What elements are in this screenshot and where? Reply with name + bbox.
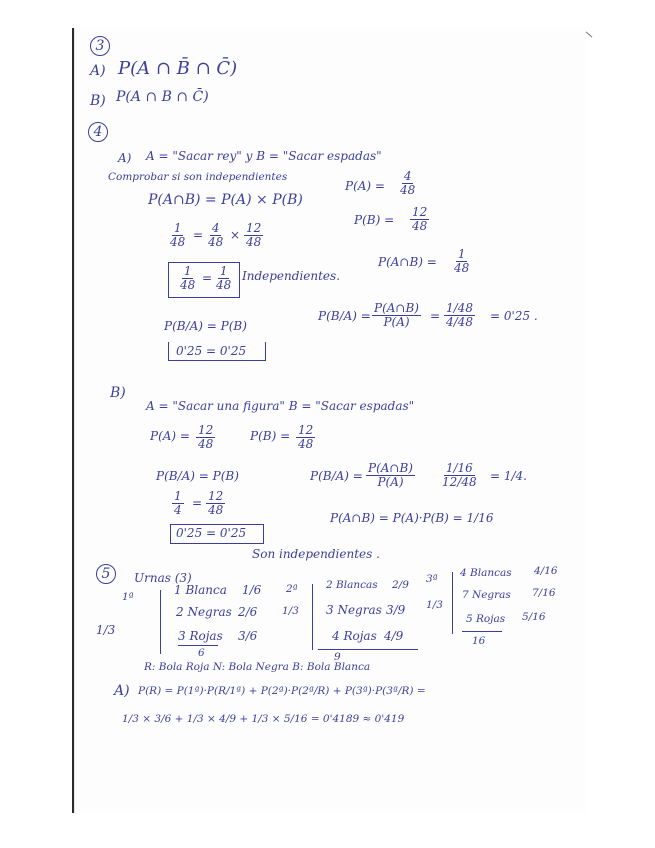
q5-u2-total: 9 xyxy=(334,651,341,663)
q5-u2-item2: 3 Negras xyxy=(326,603,382,617)
q5-u3-item2: 7 Negras xyxy=(462,589,511,601)
q4-a-box-frac1 xyxy=(178,265,197,291)
q4-b-pb-frac xyxy=(296,424,315,450)
corner-mark xyxy=(586,32,593,38)
q3-a-label: A) xyxy=(90,63,106,79)
q4-a-cond-result: = 0'25 . xyxy=(490,309,538,323)
q4-a-calc-frac1 xyxy=(168,222,187,248)
frac-num: 1/48 xyxy=(446,301,473,315)
q4-a-label: A) xyxy=(118,151,132,165)
q5-u3-brace xyxy=(452,572,453,634)
frac-den: 48 xyxy=(454,260,470,275)
frac-num: 12 xyxy=(246,221,262,235)
q4-a-calc-eq: = xyxy=(193,228,204,242)
q4-a-calc-frac2 xyxy=(206,222,225,248)
q5-u3-frac1: 4/16 xyxy=(534,565,558,577)
q4-a-box-eq: = xyxy=(202,271,213,285)
q5-u1-frac3: 3/6 xyxy=(238,629,258,643)
frac-den: 48 xyxy=(208,234,224,249)
q4-a-cond-frac xyxy=(372,302,421,328)
q3-a-expression: P(A ∩ B̄ ∩ C̄) xyxy=(118,58,238,79)
frac-num: 1 xyxy=(173,221,182,235)
q4-b-label: B) xyxy=(110,385,126,401)
q4-a-cond-lhs: P(B/A) = xyxy=(318,309,371,323)
q4-a-boxed2: 0'25 = 0'25 xyxy=(176,344,247,358)
q5-left-prob: 1/3 xyxy=(96,623,116,637)
q4-a-pab-frac xyxy=(452,248,471,274)
frac-den: 48 xyxy=(198,436,214,451)
frac-num: 4 xyxy=(211,221,220,235)
frac-den: P(A) xyxy=(377,474,404,489)
q5-u2-label: 2ª xyxy=(286,583,298,595)
frac-num: 1 xyxy=(219,264,228,278)
q4-a-check: Comprobar si son independientes xyxy=(108,171,288,183)
frac-den: 48 xyxy=(180,277,196,292)
q4-b-pa-frac xyxy=(196,424,215,450)
q4-b-calc-frac1 xyxy=(172,490,184,516)
q5-u3-total-line xyxy=(462,631,502,632)
q5-u2-item1: 2 Blancas xyxy=(326,579,378,591)
q5-u2-frac1: 2/9 xyxy=(392,579,409,591)
q4-a-events: A = "Sacar rey" y B = "Sacar espadas" xyxy=(146,149,382,163)
q5-u2-prob: 1/3 xyxy=(282,605,299,617)
frac-num: P(A∩B) xyxy=(368,461,413,475)
frac-num: 12 xyxy=(412,205,428,219)
q5-u3-item3: 5 Rojas xyxy=(466,613,506,625)
q4-a-box-frac2 xyxy=(214,265,233,291)
frac-num: 1 xyxy=(183,264,192,278)
q4-b-cond: P(B/A) = P(B) xyxy=(156,469,239,483)
q5-u1-total: 6 xyxy=(198,647,205,659)
q4-b-cond-frac2 xyxy=(440,462,479,488)
q5-u1-item2: 2 Negras xyxy=(176,605,232,619)
question-3-number: 3 xyxy=(90,36,110,56)
frac-num: 12 xyxy=(208,489,224,503)
frac-num: 12 xyxy=(198,423,214,437)
q4-b-boxed: 0'25 = 0'25 xyxy=(176,526,247,540)
q4-b-pab: P(A∩B) = P(A)·P(B) = 1/16 xyxy=(330,511,494,525)
q4-a-pa-lhs: P(A) = xyxy=(345,179,385,193)
frac-num: 12 xyxy=(298,423,314,437)
frac-den: 4 xyxy=(174,502,182,517)
q5-a-expression: P(R) = P(1ª)·P(R/1ª) + P(2ª)·P(2ª/R) + P(3ª)·P(3ª/R) = xyxy=(138,685,426,697)
q4-a-independent: Independientes. xyxy=(242,269,341,283)
q5-u1-label: 1ª xyxy=(122,591,134,603)
q5-u1-total-line xyxy=(178,645,218,646)
q5-u3-prob: 1/3 xyxy=(426,599,443,611)
q3-b-expression: P(A ∩ B ∩ C̄) xyxy=(116,89,209,105)
q4-a-pb-lhs: P(B) = xyxy=(354,213,395,227)
q5-u1-frac1: 1/6 xyxy=(242,583,262,597)
q5-a-label: A) xyxy=(114,683,130,699)
q4-b-calc-eq: = xyxy=(192,496,203,510)
q5-u1-brace xyxy=(160,590,161,654)
q4-a-pb-frac xyxy=(410,206,429,232)
frac-den: 48 xyxy=(298,436,314,451)
frac-num: 1/16 xyxy=(445,461,473,475)
q5-calc: 1/3 × 3/6 + 1/3 × 4/9 + 1/3 × 5/16 = 0'4189 ≈ 0'419 xyxy=(122,713,405,725)
question-5-number: 5 xyxy=(96,564,116,584)
frac-num: 4 xyxy=(403,169,412,183)
q4-b-calc-frac2 xyxy=(206,490,225,516)
frac-num: 1 xyxy=(174,489,182,503)
q4-a-cond2: P(B/A) = P(B) xyxy=(164,319,247,333)
q5-u3-frac2: 7/16 xyxy=(532,587,556,599)
frac-num: 1 xyxy=(457,247,466,261)
q4-a-pab-lhs: P(A∩B) = xyxy=(378,255,437,269)
frac-den: P(A) xyxy=(383,314,410,329)
q4-b-conclusion: Son independientes . xyxy=(252,547,380,561)
q5-u2-frac3: 4/9 xyxy=(384,629,404,643)
q5-u3-label: 3ª xyxy=(426,573,438,585)
q4-b-pa-lhs: P(A) = xyxy=(150,429,190,443)
q5-u1-item3: 3 Rojas xyxy=(178,629,223,643)
q5-u3-frac3: 5/16 xyxy=(522,611,546,623)
frac-den: 48 xyxy=(208,502,224,517)
q4-a-formula: P(A∩B) = P(A) × P(B) xyxy=(148,192,303,208)
q4-a-calc-frac3 xyxy=(244,222,263,248)
q4-a-cond-frac2 xyxy=(444,302,475,328)
q4-b-cond-frac xyxy=(366,462,415,488)
frac-den: 48 xyxy=(216,277,232,292)
q5-u3-total: 16 xyxy=(472,635,486,647)
q4-b-cond-lhs: P(B/A) = xyxy=(310,469,363,483)
frac-den: 48 xyxy=(246,234,262,249)
q5-u1-frac2: 2/6 xyxy=(238,605,258,619)
frac-den: 48 xyxy=(170,234,186,249)
q4-b-cond-result: = 1/4. xyxy=(490,469,527,483)
frac-den: 48 xyxy=(412,218,428,233)
frac-den: 12/48 xyxy=(442,474,477,489)
q5-urns: Urnas (3) xyxy=(134,571,192,585)
q5-legend: R: Bola Roja N: Bola Negra B: Bola Blanca xyxy=(144,661,371,673)
question-4-number: 4 xyxy=(88,122,108,142)
q4-b-pb-lhs: P(B) = xyxy=(250,429,291,443)
q4-a-calc-times: × xyxy=(230,228,241,242)
frac-num: P(A∩B) xyxy=(374,301,419,315)
q3-b-label: B) xyxy=(90,93,106,109)
q5-u3-item1: 4 Blancas xyxy=(460,567,512,579)
q5-u2-frac2: 3/9 xyxy=(386,603,406,617)
frac-den: 4/48 xyxy=(446,314,473,329)
q4-a-pa-frac xyxy=(398,170,417,196)
q5-u2-brace xyxy=(312,584,313,650)
frac-den: 48 xyxy=(400,182,416,197)
q4-a-cond-eq: = xyxy=(430,309,441,323)
q5-u2-total-line xyxy=(318,649,418,650)
q5-u2-item3: 4 Rojas xyxy=(332,629,377,643)
q4-b-events: A = "Sacar una figura" B = "Sacar espadas" xyxy=(146,399,415,413)
q5-u1-item1: 1 Blanca xyxy=(174,583,227,597)
